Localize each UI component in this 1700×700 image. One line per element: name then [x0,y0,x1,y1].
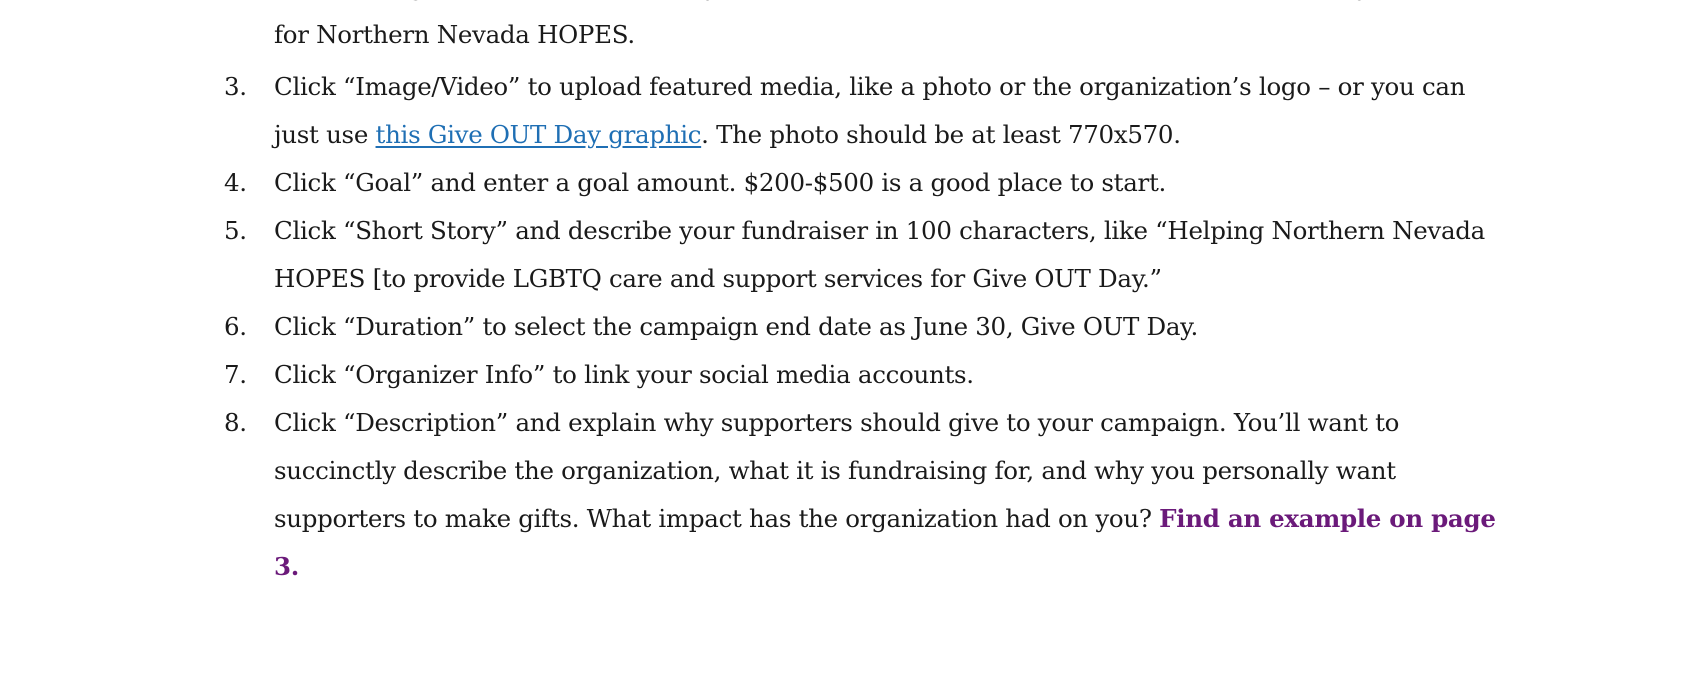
step-2-continuation: for Northern Nevada HOPES. [274,20,635,49]
step-text: Click “Duration” to select the campaign end date as June 30, Give OUT Day. [274,312,1198,341]
list-item-step-4 [0,159,1504,207]
step-text: Click “Short Story” and describe your fundraiser in 100 characters, like “Helping Northern Nevada HOPES [to provide LGBTQ care and support services for Give OUT Day.” [274,216,1485,293]
clipped-previous-line [274,0,1700,2]
instruction-list [0,63,1700,591]
step-text-after-link: . The photo should be at least 770x570. [701,120,1181,149]
give-out-day-graphic-link[interactable]: this Give OUT Day graphic [375,120,702,149]
list-item-step-8 [0,399,1504,591]
list-item-step-6 [0,303,1504,351]
find-example-callout: Find an example on page 3. [274,504,1496,581]
step-number: 5. [224,216,247,245]
step-number: 6. [224,312,247,341]
step-number: 4. [224,168,247,197]
step-number: 8. [224,408,247,437]
step-text: Click “Organizer Info” to link your social media accounts. [274,360,974,389]
step-text: Click “Goal” and enter a goal amount. $200-$500 is a good place to start. [274,168,1166,197]
list-item-step-3 [0,63,1504,159]
step-text: Click “Image/Video” to upload featured media, like a photo or the organization’s logo – or you can just use [274,72,1466,149]
step-text: Click “Description” and explain why supporters should give to your campaign. You’ll want to succinctly describe the organization, what it is fundraising for, and why you personally want supporters to make gifts. What impact has the organization had on you? [274,408,1400,533]
list-item-step-7 [0,351,1504,399]
list-item-step-5 [0,207,1504,303]
step-number: 7. [224,360,247,389]
step-number: 3. [224,72,247,101]
